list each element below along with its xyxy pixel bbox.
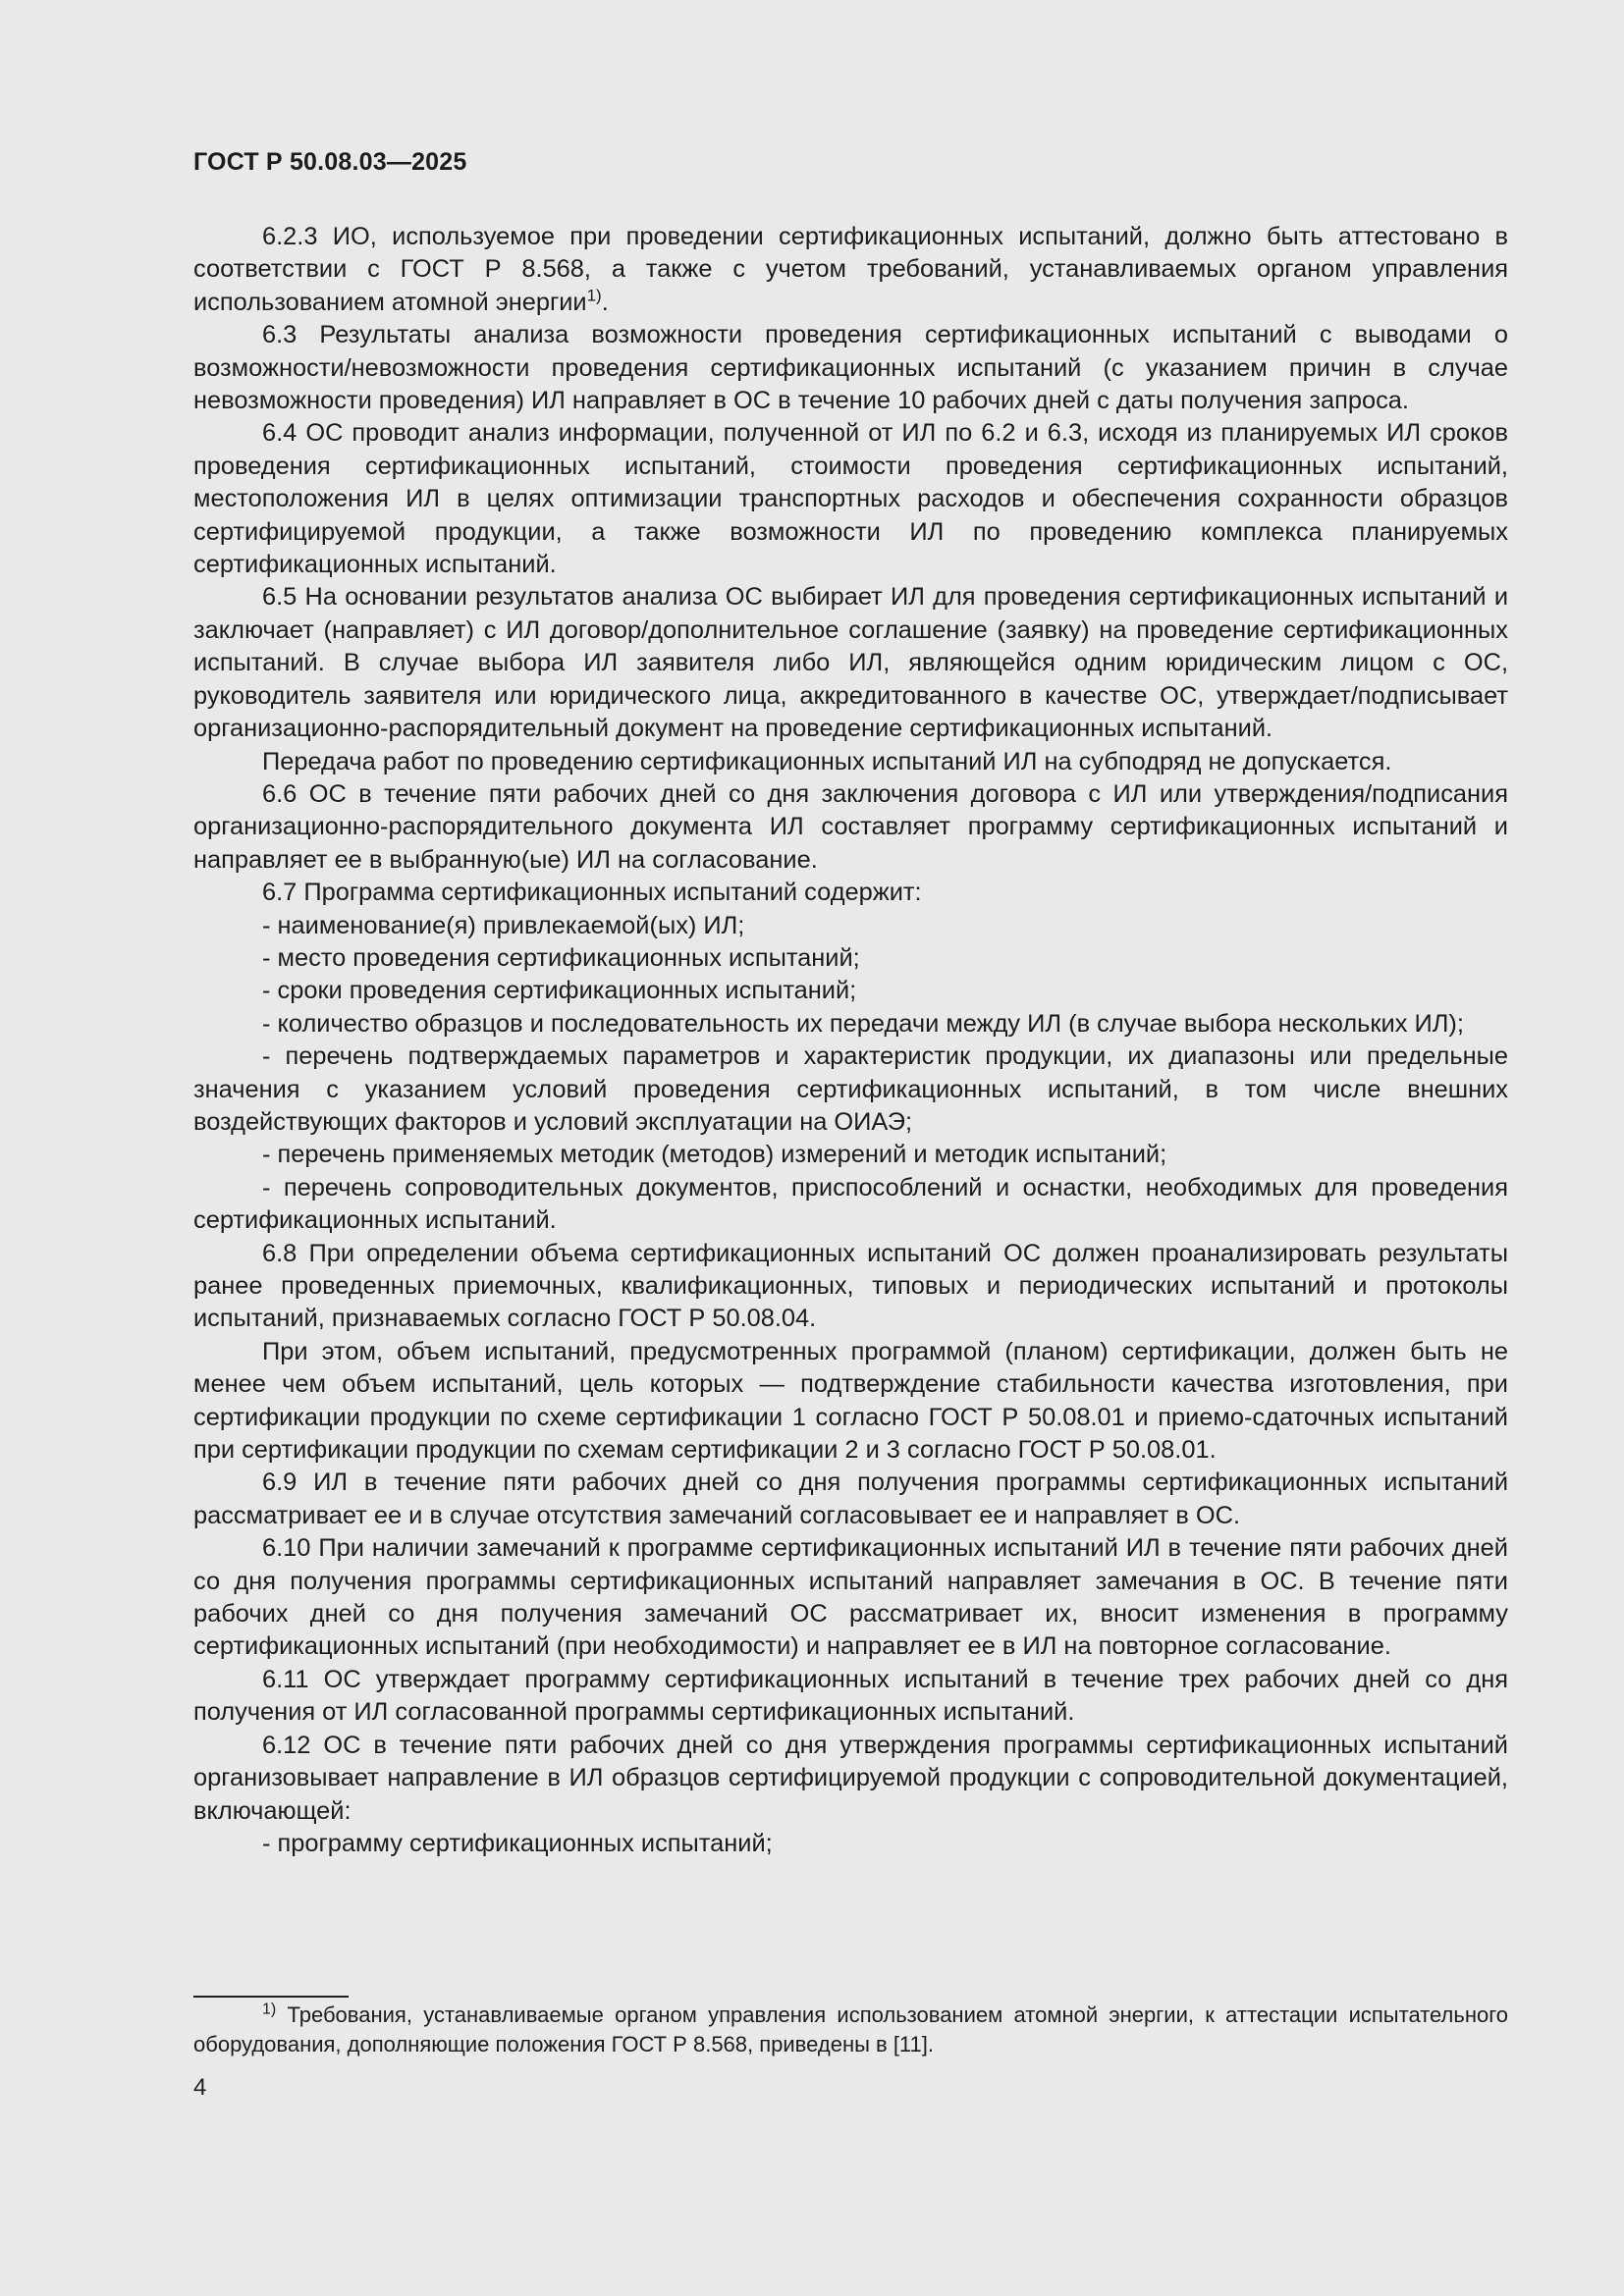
list-item: - место проведения сертификационных испытаний; — [262, 943, 860, 972]
paragraph-6-3: 6.3 Результаты анализа возможности проведения сертификационных испытаний с выводами о возможности/невозможности проведения сертификационных испытаний (с указанием причин в случае невозможности проведения) ИЛ направляет в ОС в течение 10 рабочих дней с даты получения запроса. — [193, 321, 1508, 415]
list-item: - сроки проведения сертификационных испытаний; — [262, 977, 857, 1005]
footnote-text: Требования, устанавливаемые органом управления использованием атомной энергии, к аттестации испытательного оборудования, дополняющие положения ГОСТ Р 8.568, приведены в [11]. — [193, 2002, 1508, 2056]
paragraph-6-6: 6.6 ОС в течение пяти рабочих дней со дня заключения договора с ИЛ или утверждения/подписания организационно-распорядительного документа ИЛ составляет программу сертификационных испытаний и направляет ее в выбранную(ые) ИЛ на согласование. — [193, 779, 1508, 874]
footnote-reference[interactable]: 1) — [586, 286, 602, 305]
document-body — [193, 221, 1508, 1860]
document-header-code: ГОСТ Р 50.08.03—2025 — [193, 148, 467, 176]
list-item: - количество образцов и последовательность их передачи между ИЛ (в случае выбора нескольких ИЛ); — [262, 1009, 1464, 1038]
list-item: - программу сертификационных испытаний; — [262, 1829, 773, 1857]
footnote-separator — [193, 1996, 349, 1998]
paragraph-6-12: 6.12 ОС в течение пяти рабочих дней со дня утверждения программы сертификационных испытаний организовывает направление в ИЛ образцов сертифицируемой продукции с сопроводительной документацией, включающей: — [193, 1731, 1508, 1825]
list-item: - наименование(я) привлекаемой(ых) ИЛ; — [262, 911, 745, 939]
footnote — [193, 2001, 1508, 2059]
paragraph-6-5: 6.5 На основании результатов анализа ОС выбирает ИЛ для проведения сертификационных испытаний и заключает (направляет) с ИЛ договор/дополнительное соглашение (заявку) на проведение сертификационных испытаний. В случае выбора ИЛ заявителя либо ИЛ, являющейся одним юридическим лицом с ОС, руководитель заявителя или юридического лица, аккредитованного в качестве ОС, утверждает/подписывает организационно-распорядительный документ на проведение сертификационных испытаний. — [193, 583, 1508, 743]
paragraph-6-4: 6.4 ОС проводит анализ информации, полученной от ИЛ по 6.2 и 6.3, исходя из планируемых ИЛ сроков проведения сертификационных испытаний, стоимости проведения сертификационных испытаний, местоположения ИЛ в целях оптимизации транспортных расходов и обеспечения сохранности образцов сертифицируемой продукции, а также возможности ИЛ по проведению комплекса планируемых сертификационных испытаний. — [193, 419, 1508, 579]
paragraph-6-10: 6.10 При наличии замечаний к программе сертификационных испытаний ИЛ в течение пяти рабочих дней со дня получения программы сертификационных испытаний направляет замечания в ОС. В течение пяти рабочих дней со дня получения замечаний ОС рассматривает их, вносит изменения в программу сертификационных испытаний (при необходимости) и направляет ее в ИЛ на повторное согласование. — [193, 1534, 1508, 1661]
paragraph-6-8: 6.8 При определении объема сертификационных испытаний ОС должен проанализировать результаты ранее проведенных приемочных, квалификационных, типовых и периодических испытаний и протоколы испытаний, признаваемых согласно ГОСТ Р 50.08.04. — [193, 1239, 1508, 1333]
paragraph-scope: При этом, объем испытаний, предусмотренных программой (планом) сертификации, должен быть не менее чем объем испытаний, цель которых — подтверждение стабильности качества изготовления, при сертификации продукции по схеме сертификации 1 согласно ГОСТ Р 50.08.01 и приемо-сдаточных испытаний при сертификации продукции по схемам сертификации 2 и 3 согласно ГОСТ Р 50.08.01. — [193, 1337, 1508, 1465]
paragraph-subcontract: Передача работ по проведению сертификационных испытаний ИЛ на субподряд не допускается. — [262, 747, 1392, 775]
footnote-marker: 1) — [262, 2001, 277, 2018]
list-item: - перечень сопроводительных документов, приспособлений и оснастки, необходимых для проведения сертификационных испытаний. — [193, 1173, 1508, 1235]
page-number: 4 — [193, 2074, 207, 2101]
paragraph-6-9: 6.9 ИЛ в течение пяти рабочих дней со дня получения программы сертификационных испытаний рассматривает ее и в случае отсутствия замечаний согласовывает ее и направляет в ОС. — [193, 1468, 1508, 1529]
paragraph-6-7: 6.7 Программа сертификационных испытаний содержит: — [262, 879, 922, 907]
paragraph-6-11: 6.11 ОС утверждает программу сертификационных испытаний в течение трех рабочих дней со дня получения от ИЛ согласованной программы сертификационных испытаний. — [193, 1665, 1508, 1727]
list-item: - перечень подтверждаемых параметров и характеристик продукции, их диапазоны или предельные значения с указанием условий проведения сертификационных испытаний, в том числе внешних воздействующих факторов и условий эксплуатации на ОИАЭ; — [193, 1042, 1508, 1136]
paragraph-6-2-3: 6.2.3 ИО, используемое при проведении сертификационных испытаний, должно быть аттестовано в соответствии с ГОСТ Р 8.568, а также с учетом требований, устанавливаемых органом управления использованием атомной энергии$^{1)}$. — [193, 223, 1508, 316]
list-item: - перечень применяемых методик (методов) измерений и методик испытаний; — [262, 1141, 1167, 1169]
